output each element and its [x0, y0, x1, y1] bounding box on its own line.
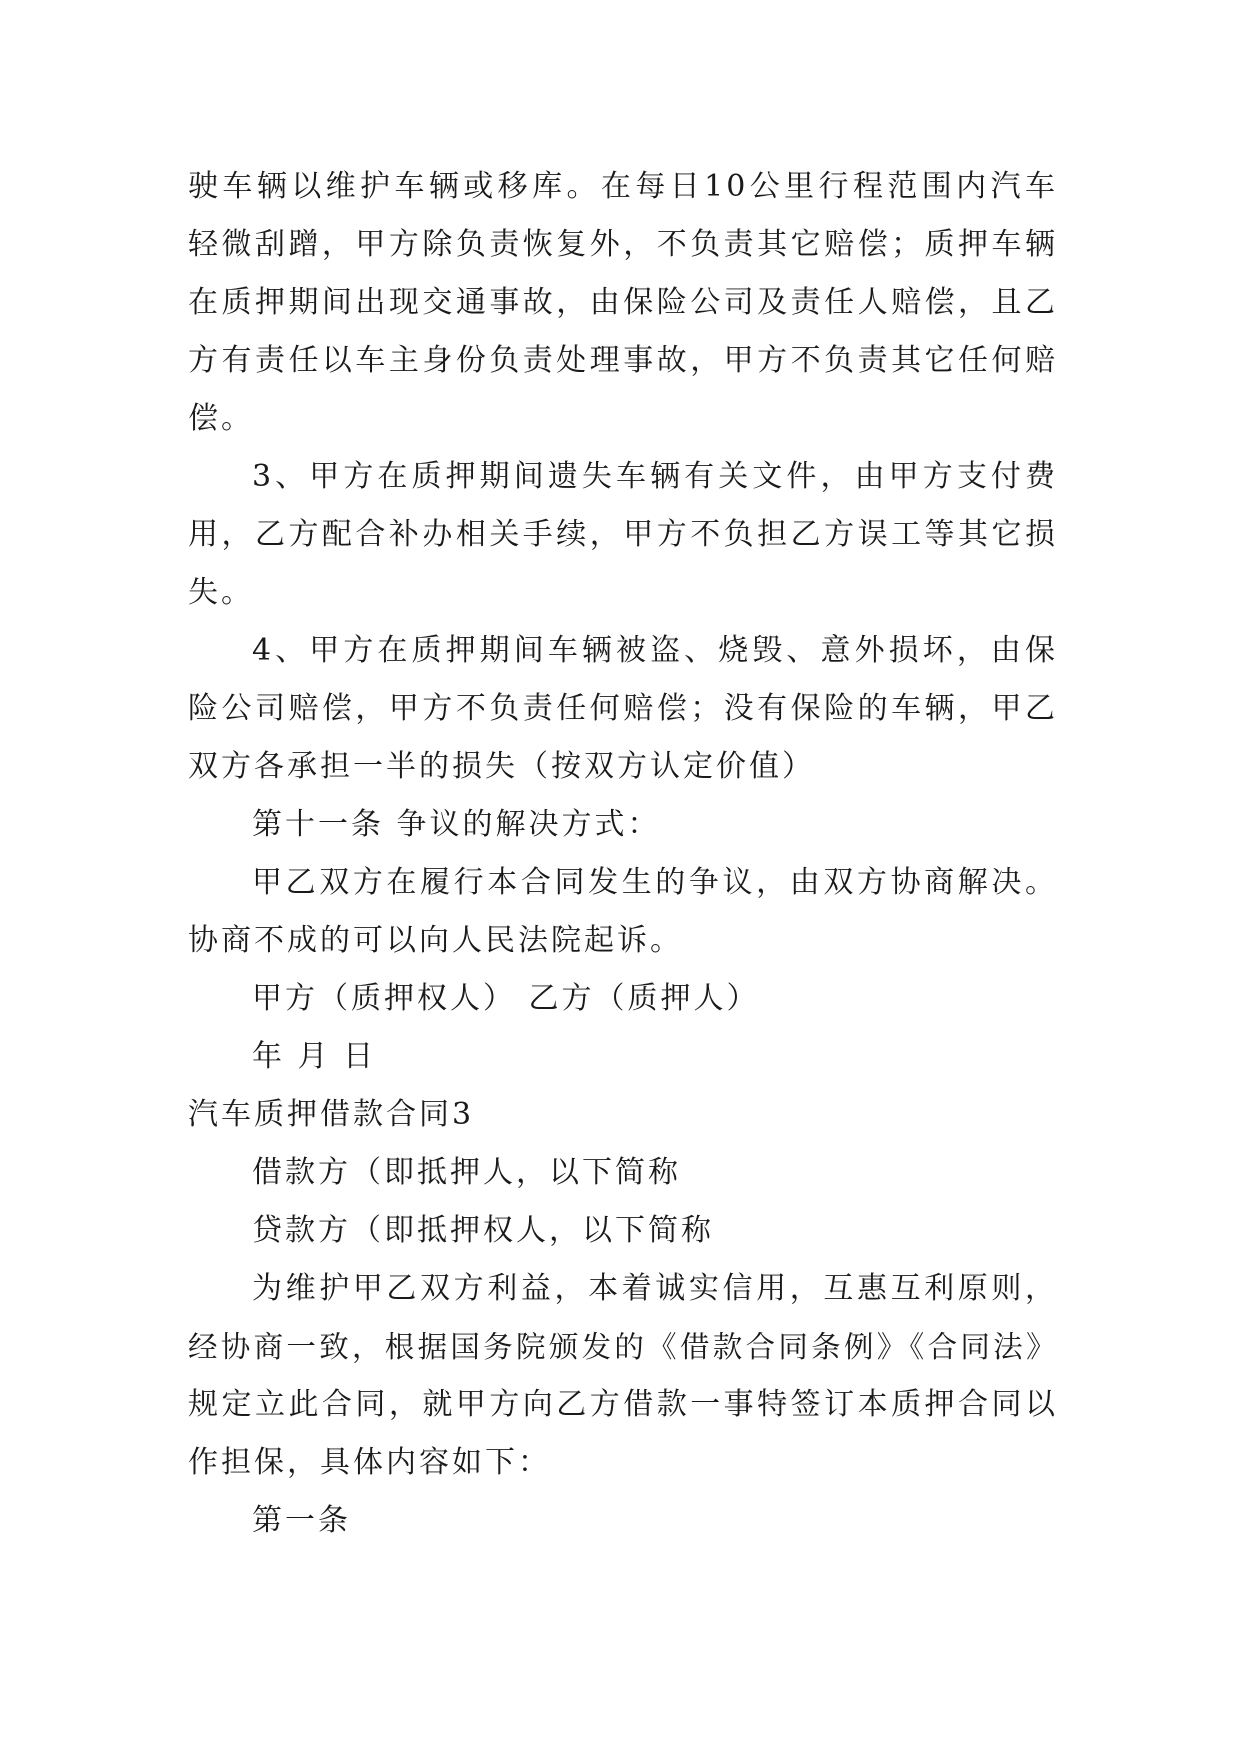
- text-line: 第一条: [252, 1503, 351, 1538]
- text-line: 在质押期间出现交通事故，由保险公司及责任人赔偿，且乙: [188, 285, 1058, 320]
- document-body: [188, 158, 1058, 1550]
- text-line: 规定立此合同，就甲方向乙方借款一事特签订本质押合同以: [188, 1387, 1058, 1422]
- text-line: 年 月 日: [252, 1039, 377, 1074]
- text-line: 经协商一致，根据国务院颁发的《借款合同条例》《合同法》: [188, 1330, 1058, 1364]
- text-line: 第十一条 争议的解决方式：: [252, 807, 661, 842]
- text-line: 险公司赔偿，甲方不负责任何赔偿；没有保险的车辆，甲乙: [188, 691, 1058, 726]
- text-line: 甲乙双方在履行本合同发生的争议，由双方协商解决。: [252, 865, 1058, 900]
- text-line: 偿。: [188, 401, 254, 436]
- text-line: 失。: [188, 575, 254, 610]
- text-line: 作担保，具体内容如下：: [188, 1445, 551, 1480]
- text-line: 双方各承担一半的损失（按双方认定价值）: [188, 749, 815, 784]
- text-line: 驶车辆以维护车辆或移库。在每日10公里行程范围内汽车: [188, 169, 1058, 204]
- text-line: 4、甲方在质押期间车辆被盗、烧毁、意外损坏，由保: [252, 633, 1058, 668]
- text-line: 借款方（即抵押人，以下简称: [252, 1155, 681, 1190]
- text-line: 协商不成的可以向人民法院起诉。: [188, 923, 683, 958]
- text-line: 用，乙方配合补办相关手续，甲方不负担乙方误工等其它损: [188, 517, 1058, 552]
- text-line: 轻微刮蹭，甲方除负责恢复外，不负责其它赔偿；质押车辆: [188, 227, 1058, 262]
- text-line: 为维护甲乙双方利益，本着诚实信用，互惠互利原则，: [252, 1271, 1058, 1306]
- text-line: 3、甲方在质押期间遗失车辆有关文件，由甲方支付费: [252, 459, 1058, 494]
- text-line: 方有责任以车主身份负责处理事故，甲方不负责其它任何赔: [188, 343, 1058, 378]
- text-line: 贷款方（即抵押权人，以下简称: [252, 1213, 714, 1248]
- text-line: 汽车质押借款合同3: [188, 1097, 475, 1132]
- text-line: 甲方（质押权人） 乙方（质押人）: [252, 981, 760, 1016]
